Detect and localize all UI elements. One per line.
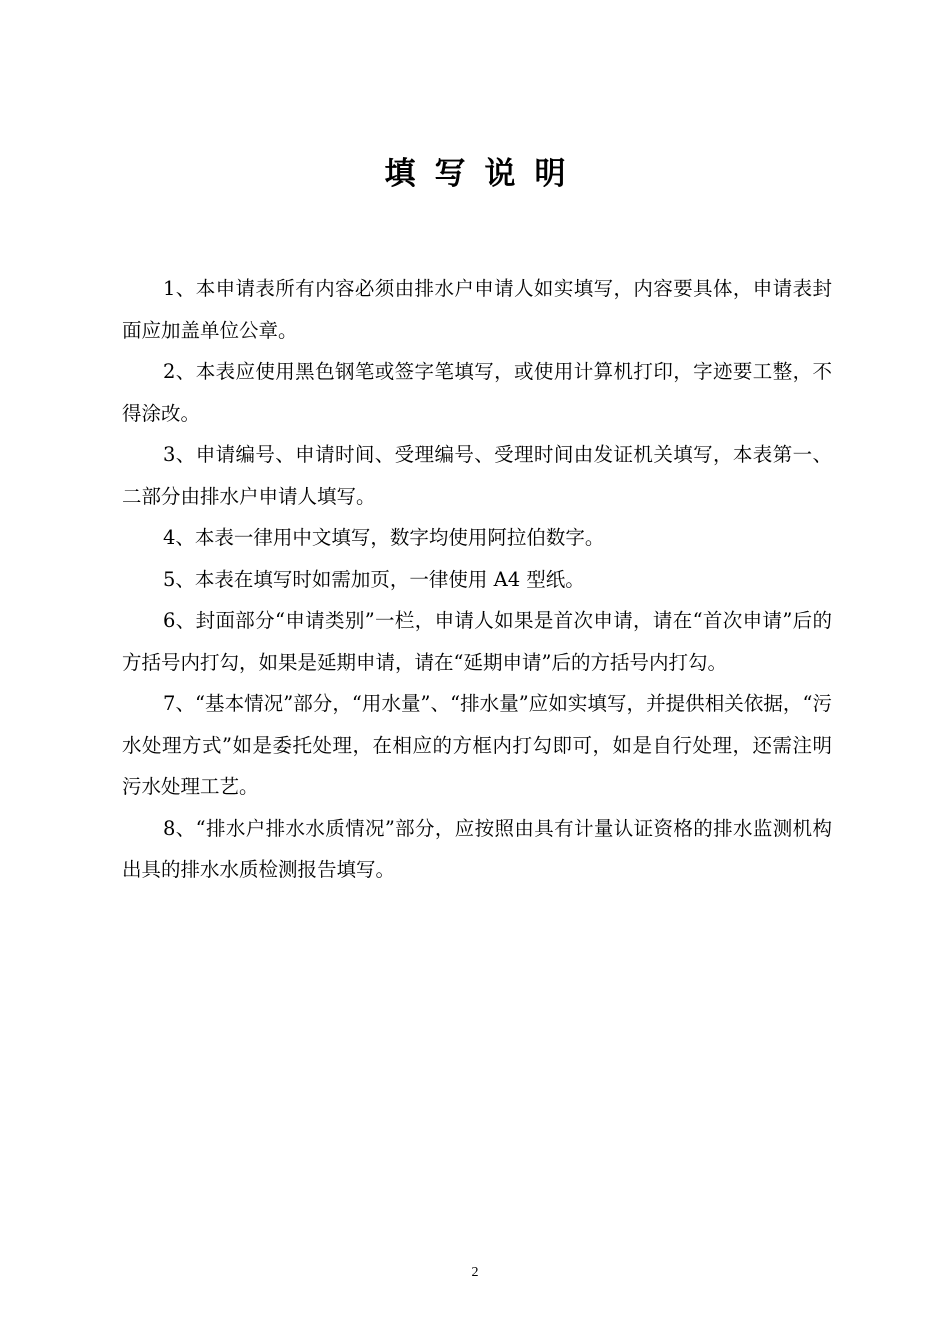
instruction-item-7: 7、“基本情况”部分，“用水量”、“排水量”应如实填写，并提供相关依据，“污水处理方式”如是委托处理，在相应的方框内打勾即可，如是自行处理，还需注明污水处理工艺。 — [122, 692, 832, 798]
instruction-item-5: 5、本表在填写时如需加页，一律使用 A4 型纸。 — [163, 567, 585, 591]
instructions-list — [122, 268, 832, 891]
instruction-item-8: 8、“排水户排水水质情况”部分，应按照由具有计量认证资格的排水监测机构出具的排水水质检测报告填写。 — [122, 816, 832, 881]
instruction-item-1: 1、本申请表所有内容必须由排水户申请人如实填写，内容要具体，申请表封面应加盖单位公章。 — [122, 277, 832, 342]
page-number: 2 — [471, 1265, 479, 1280]
page-title: 填写说明 — [384, 156, 585, 192]
instruction-item-6: 6、封面部分“申请类别”一栏，申请人如果是首次申请，请在“首次申请”后的方括号内打勾，如果是延期申请，请在“延期申请”后的方括号内打勾。 — [122, 609, 832, 674]
instruction-item-3: 3、申请编号、申请时间、受理编号、受理时间由发证机关填写，本表第一、二部分由排水户申请人填写。 — [122, 443, 832, 508]
instruction-item-4: 4、本表一律用中文填写，数字均使用阿拉伯数字。 — [163, 526, 605, 549]
instruction-item-2: 2、本表应使用黑色钢笔或签字笔填写，或使用计算机打印，字迹要工整，不得涂改。 — [122, 360, 832, 425]
